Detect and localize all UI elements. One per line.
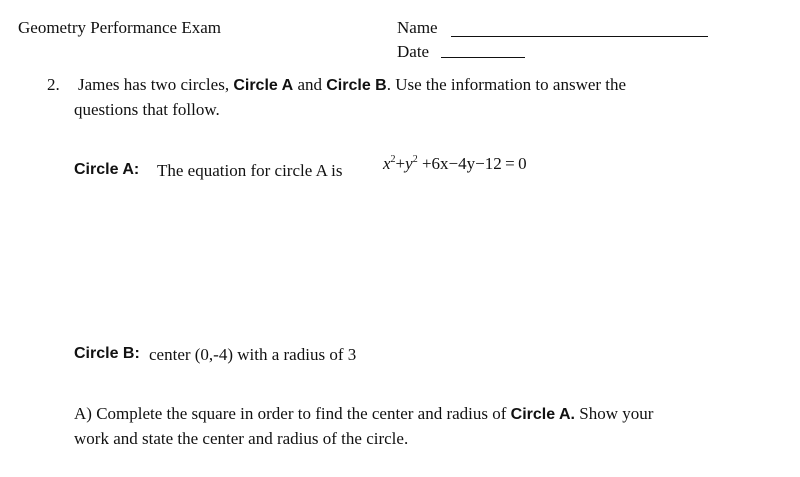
date-label: Date bbox=[397, 42, 430, 61]
circle-b-text: center (0,-4) with a radius of 3 bbox=[149, 345, 357, 364]
eq-y: y bbox=[405, 154, 413, 173]
part-a-line1 bbox=[74, 405, 653, 423]
eq-rest: +6x−4y−12 = 0 bbox=[417, 154, 527, 173]
part-a-line2: work and state the center and radius of the circle. bbox=[74, 429, 409, 448]
question-intro-line2: questions that follow. bbox=[74, 100, 220, 119]
name-label: Name bbox=[397, 18, 438, 37]
intro-text-1: James has two circles, bbox=[78, 75, 234, 94]
part-a-prefix: A) Complete the square in order to find the center and radius of bbox=[74, 404, 511, 423]
part-a-suffix: Show your bbox=[575, 404, 654, 423]
circle-b-label: Circle B: bbox=[74, 345, 140, 362]
circle-a-equation bbox=[383, 155, 527, 172]
date-blank-line bbox=[441, 57, 525, 58]
eq-sq1: 2 bbox=[390, 154, 396, 165]
eq-plus: + bbox=[395, 154, 406, 173]
name-blank-line bbox=[451, 36, 708, 37]
circle-b-name: Circle B bbox=[326, 77, 387, 94]
circle-a-text: The equation for circle A is bbox=[157, 161, 343, 180]
eq-sq2: 2 bbox=[412, 154, 418, 165]
question-intro-line1 bbox=[78, 76, 626, 94]
intro-text-2: . Use the information to answer the bbox=[386, 75, 627, 94]
intro-and: and bbox=[293, 75, 327, 94]
question-number: 2. bbox=[47, 75, 60, 94]
eq-x: x bbox=[383, 154, 391, 173]
circle-a-label: Circle A: bbox=[74, 161, 140, 178]
circle-a-name: Circle A bbox=[233, 77, 294, 94]
exam-title: Geometry Performance Exam bbox=[18, 18, 221, 37]
part-a-bold: Circle A. bbox=[510, 406, 575, 423]
